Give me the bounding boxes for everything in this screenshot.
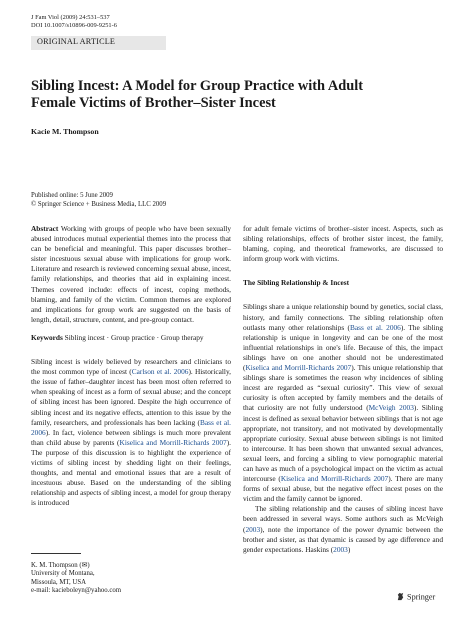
citation-link[interactable]: Bass et al. 2006 — [349, 322, 401, 332]
author-name: Kacie M. Thompson — [31, 127, 99, 136]
citation-link[interactable]: 2003 — [245, 524, 261, 534]
journal-citation: J Fam Viol (2009) 24:531–537 — [31, 14, 110, 21]
affiliation-email[interactable]: e-mail: kacieboleyn@yahoo.com — [31, 587, 122, 595]
citation-link[interactable]: 2003 — [333, 544, 348, 554]
paper-title — [31, 78, 451, 112]
intro-text-2: ). Historically, the issue of father–daughter incest has been most often referred to when speaking of incest as a form of sexual abuse; and the concept of sibling incest has been ignored. Despite the high occurrence of sibling incest and its negative effects, attention to this issue by the family, researchers, and professionals has been lacking ( — [31, 367, 231, 427]
published-date: Published online: 5 June 2009 — [31, 192, 113, 199]
section-paragraph-2 — [243, 504, 443, 554]
section-text-4: ). Sibling incest is defined as sexual behavior between siblings that is not age appropriate, not transitory, and not motivated by developmentally appropriate curiosity. Sexual abuse between siblings is not limited to intercourse. It has been shown that unwanted sexual advances, sexual leers, and forcing a sibling to view pornographic material can have as much of a psychological impact on the victim as actual intercourse ( — [243, 403, 443, 484]
title-line-2: Female Victims of Brother–Sister Incest — [31, 95, 276, 111]
section-text-5: ). There are many forms of sexual abuse, but the negative effect incest poses on the victim and the family cannot be ignored. — [243, 474, 444, 504]
section-text-7: ), note the importance of the power dynamic between the brother and sister, as that dynamic is caused by age difference and gender expectations. Haskins ( — [243, 524, 443, 554]
right-intro-paragraph: for adult female victims of brother–sister incest. Aspects, such as sibling relationships, effects of brother sister incest, the family, blaming, coping, and theoretical frameworks, are discussed to inform group work with victims. — [243, 224, 443, 264]
keywords-text: Sibling incest · Group practice · Group therapy — [62, 332, 204, 342]
section-heading: The Sibling Relationship & Incest — [243, 278, 350, 288]
abstract — [31, 224, 231, 325]
abstract-label: Abstract — [31, 224, 59, 233]
keywords-label: Keywords — [31, 332, 63, 342]
title-line-1: Sibling Incest: A Model for Group Practice with Adult — [31, 78, 364, 94]
affiliation-university: University of Montana, — [31, 570, 95, 578]
abstract-text: Working with groups of people who have been sexually abused introduces mutual experiential themes into the process that can be beneficial and meaningful. This paper discusses brother–sister incestuous sexual abuse with implications for group work. Literature and research is reviewed concerning sexual abuse, incest, family relationships, and theories that aid in explaining incest. Themes covered include: effects of incest, coping methods, blaming, and family of the victim. Common themes are explored and implications for group work are suggested on the basis of length, detail, structure, content, and pre-group contact. — [31, 224, 231, 324]
section-text-6: The sibling relationship and the causes of sibling incest have been addressed in several ways. Some authors such as McVeigh ( — [243, 504, 443, 534]
affiliation-city: Missoula, MT, USA — [31, 578, 87, 586]
intro-text-4: ). The purpose of this discussion is to highlight the experience of victims of sibling incest by shedding light on their feelings, thoughts, and mental and emotional issues that are a result of incestuous abuse. Based on the understanding of the sibling relationship and aspects of sibling incest, a model for group therapy is introduced — [31, 437, 232, 508]
citation-link[interactable]: Bass et al. 2006 — [31, 417, 231, 437]
citation-link[interactable]: Kiselica and Morrill-Richards 2007 — [119, 437, 227, 447]
publication-info — [31, 192, 166, 209]
publisher-name: Springer — [407, 592, 436, 602]
article-type: ORIGINAL ARTICLE — [37, 37, 116, 46]
section-text-1: Siblings share a unique relationship bound by genetics, social class, history, and family connections. The sibling relationship often outlasts many other relationships ( — [243, 302, 443, 332]
citation-link[interactable]: Carlson et al. 2006 — [131, 367, 189, 377]
affiliation-name: K. M. Thompson (✉) — [31, 562, 90, 569]
affiliation — [31, 562, 121, 596]
section-text-8: ) — [347, 544, 351, 554]
right-column — [243, 224, 443, 555]
section-text-2: ). The sibling relationship is unique in longevity and can be one of the most influential relationships in one's life. Because of this, the impact siblings have on one another should not be underestimated ( — [243, 322, 443, 373]
section-text-3: ). This unique relationship that siblings share is sometimes the reason why incidences of sibling incest are regarded as “sexual curiosity”. This view of sexual curiosity is often accepted by family members and the details of that curiosity are not fully understood ( — [243, 363, 443, 413]
left-column — [31, 224, 231, 508]
affiliation-divider — [31, 553, 81, 554]
doi: DOI 10.1007/s10896-009-9251-6 — [31, 22, 117, 29]
citation-link[interactable]: Kiselica and Morrill-Richards 2007 — [280, 474, 389, 484]
copyright: © Springer Science + Business Media, LLC 2009 — [31, 200, 167, 208]
intro-paragraph — [31, 357, 231, 508]
citation-link[interactable]: Kiselica and Morrill-Richards 2007 — [245, 363, 352, 373]
intro-text-1: Sibling incest is widely believed by researchers and clinicians to the most common type of incest ( — [31, 357, 231, 377]
intro-text-3: ). In fact, violence between siblings is much more prevalent than child abuse by parents ( — [31, 427, 231, 447]
springer-horse-icon — [396, 592, 405, 603]
keywords — [31, 333, 231, 343]
citation-link[interactable]: McVeigh 2003 — [368, 403, 414, 413]
section-paragraph-1 — [243, 302, 443, 504]
publisher-logo — [396, 592, 435, 603]
